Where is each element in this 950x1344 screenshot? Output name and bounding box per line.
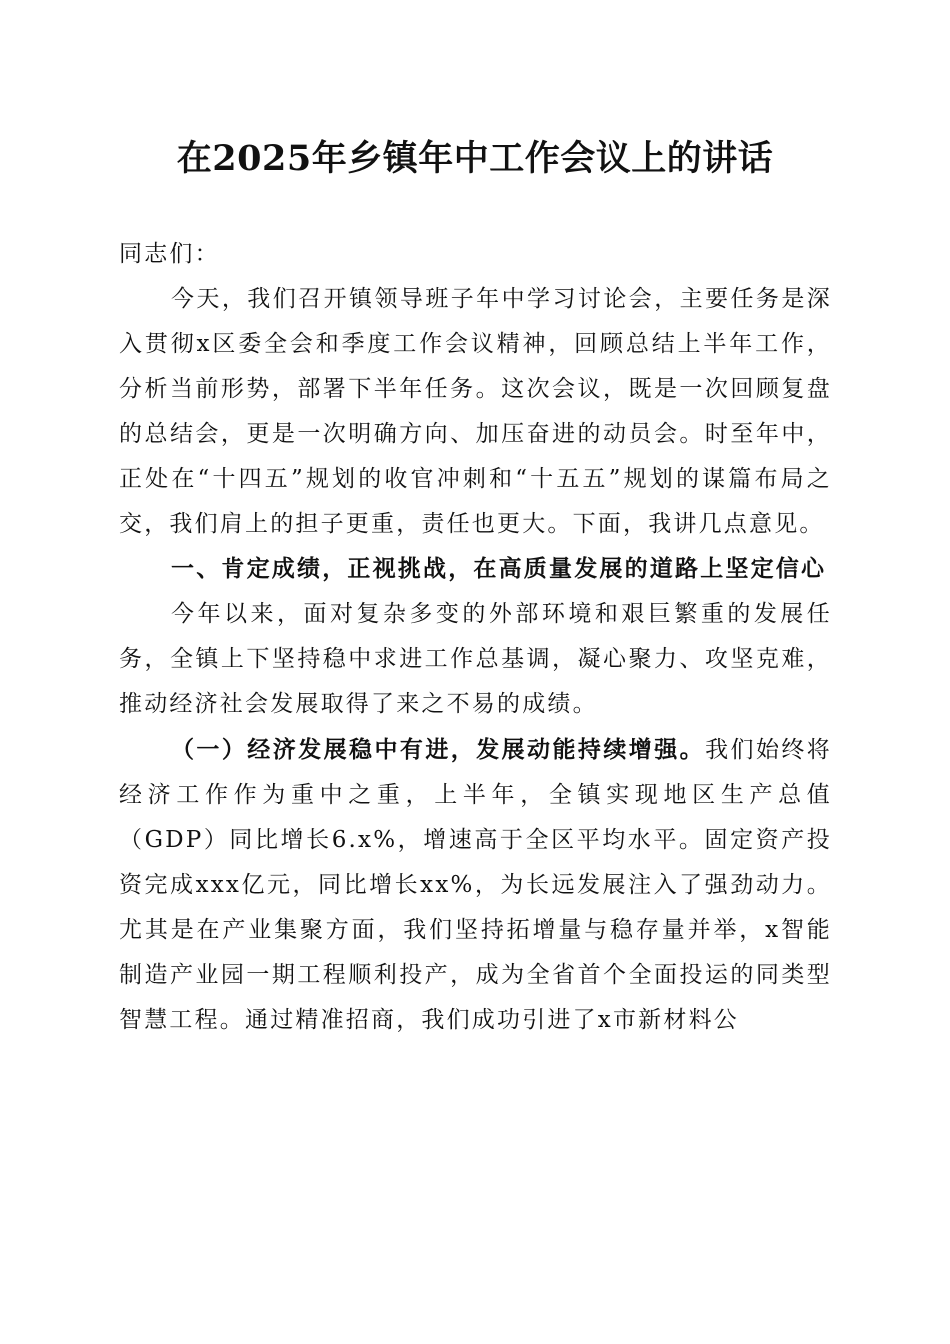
document-title: 在2025年乡镇年中工作会议上的讲话 xyxy=(176,138,774,179)
subsection-1-body: 我们始终将经济工作作为重中之重，上半年，全镇实现地区生产总值（GDP）同比增长6.x%，增速高于全区平均水平。固定资产投资完成xxx亿元，同比增长xx%，为长远发展注入了强劲动力。尤其是在产业集聚方面，我们坚持拓增量与稳存量并举，x智能制造产业园一期工程顺利投产，成为全省首个全面投运的同类型智慧工程。通过精准招商，我们成功引进了x市新材料公 xyxy=(119,737,833,1033)
intro-paragraph: 今天，我们召开镇领导班子年中学习讨论会，主要任务是深入贯彻x区委全会和季度工作会议精神，回顾总结上半年工作，分析当前形势，部署下半年任务。这次会议，既是一次回顾复盘的总结会，更是一次明确方向、加压奋进的动员会。时至年中，正处在“十四五”规划的收官冲刺和“十五五”规划的谋篇布局之交，我们肩上的担子更重，责任也更大。下面，我讲几点意见。 xyxy=(119,286,832,537)
document-body xyxy=(119,232,832,1043)
section-1-heading: 一、肯定成绩，正视挑战，在高质量发展的道路上坚定信心 xyxy=(171,556,827,582)
subsection-1-paragraph xyxy=(119,727,832,1043)
subsection-1-lead: （一）经济发展稳中有进，发展动能持续增强。 xyxy=(171,736,706,763)
section-1-intro-paragraph: 今年以来，面对复杂多变的外部环境和艰巨繁重的发展任务，全镇上下坚持稳中求进工作总基调，凝心聚力、攻坚克难，推动经济社会发展取得了来之不易的成绩。 xyxy=(119,601,832,717)
salutation: 同志们： xyxy=(119,241,220,267)
